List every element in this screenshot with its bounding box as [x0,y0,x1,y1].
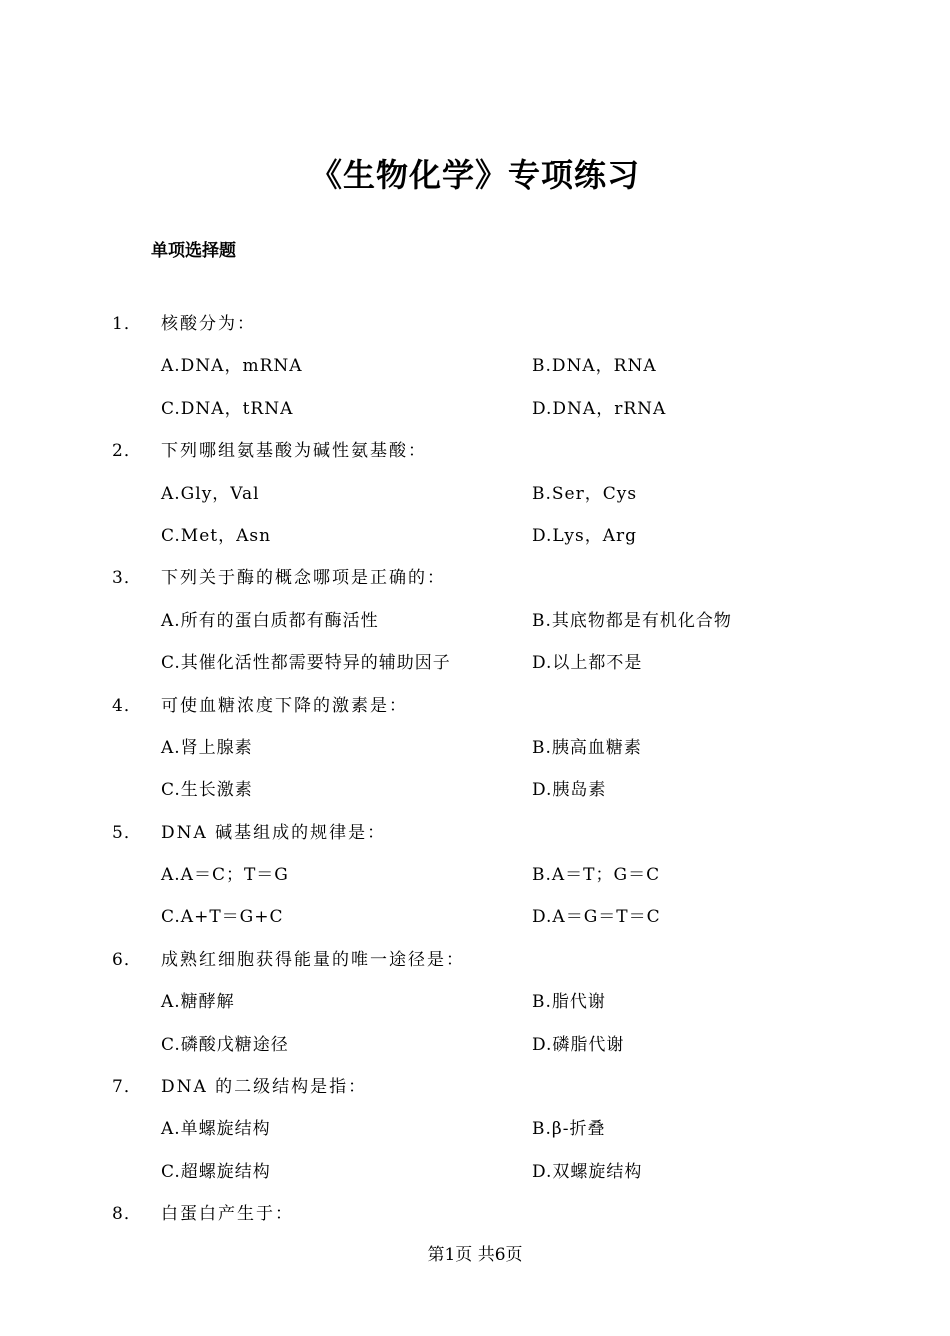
question-row [112,564,852,606]
option-row [112,607,852,649]
option-d: D.磷脂代谢 [532,1034,625,1055]
option-b: B.β-折叠 [532,1119,606,1140]
option-row [112,1158,852,1200]
option-b: B.DNA，RNA [532,356,657,377]
option-d: D.A＝G＝T＝C [532,907,661,928]
option-row [112,734,852,776]
option-a: A.单螺旋结构 [161,1119,271,1140]
option-c: C.超螺旋结构 [161,1161,271,1182]
question-number: 5． [112,822,142,843]
question-row [112,310,852,352]
question-text: 白蛋白产生于： [161,1204,294,1225]
section-heading: 单项选择题 [151,241,236,261]
option-c: C.Met，Asn [161,525,272,546]
option-b: B.脂代谢 [532,992,606,1013]
option-row [112,352,852,394]
option-b: B.胰高血糖素 [532,737,642,758]
option-d: D.以上都不是 [532,653,643,674]
option-row [112,988,852,1030]
option-c: C.生长激素 [161,780,253,801]
option-row [112,480,852,522]
option-row [112,1031,852,1073]
option-b: B.Ser，Cys [532,483,638,504]
page-footer: 第1页 共6页 [427,1245,523,1265]
option-b: B.其底物都是有机化合物 [532,610,732,631]
option-row [112,776,852,818]
question-number: 7． [112,1077,142,1098]
question-text: 下列哪组氨基酸为碱性氨基酸： [161,441,427,462]
question-number: 2． [112,441,142,462]
option-d: D.Lys，Arg [532,525,638,546]
question-text: DNA 的二级结构是指： [161,1077,368,1098]
question-number: 3． [112,568,142,589]
option-c: C.其催化活性都需要特异的辅助因子 [161,653,451,674]
option-c: C.磷酸戊糖途径 [161,1034,289,1055]
option-row [112,522,852,564]
question-row [112,1200,852,1242]
option-row [112,903,852,945]
option-row [112,395,852,437]
question-text: 核酸分为： [161,314,256,334]
option-d: D.DNA，rRNA [532,398,667,419]
option-c: C.DNA，tRNA [161,398,294,419]
question-number: 4． [112,695,142,716]
question-row [112,819,852,861]
option-c: C.A+T＝G+C [161,907,284,928]
question-text: 下列关于酶的概念哪项是正确的： [161,568,446,589]
question-number: 8． [112,1204,142,1225]
option-a: A.DNA，mRNA [161,356,303,377]
question-row [112,1073,852,1115]
option-row [112,1115,852,1157]
option-d: D.双螺旋结构 [532,1161,643,1182]
question-row [112,946,852,988]
option-a: A.所有的蛋白质都有酶活性 [161,610,379,631]
question-text: 可使血糖浓度下降的激素是： [161,695,408,716]
question-number: 1． [112,314,142,334]
question-row [112,437,852,479]
question-number: 6． [112,949,142,970]
option-b: B.A＝T；G＝C [532,865,661,886]
question-row [112,692,852,734]
option-a: A.A＝C；T＝G [161,865,289,886]
question-list [112,310,852,1243]
option-row [112,649,852,691]
option-row [112,861,852,903]
option-a: A.肾上腺素 [161,737,253,758]
question-text: DNA 碱基组成的规律是： [161,822,387,843]
page-title: 《生物化学》专项练习 [309,156,640,194]
question-text: 成熟红细胞获得能量的唯一途径是： [161,949,465,970]
option-a: A.Gly，Val [161,483,260,504]
option-d: D.胰岛素 [532,780,607,801]
option-a: A.糖酵解 [161,992,235,1013]
